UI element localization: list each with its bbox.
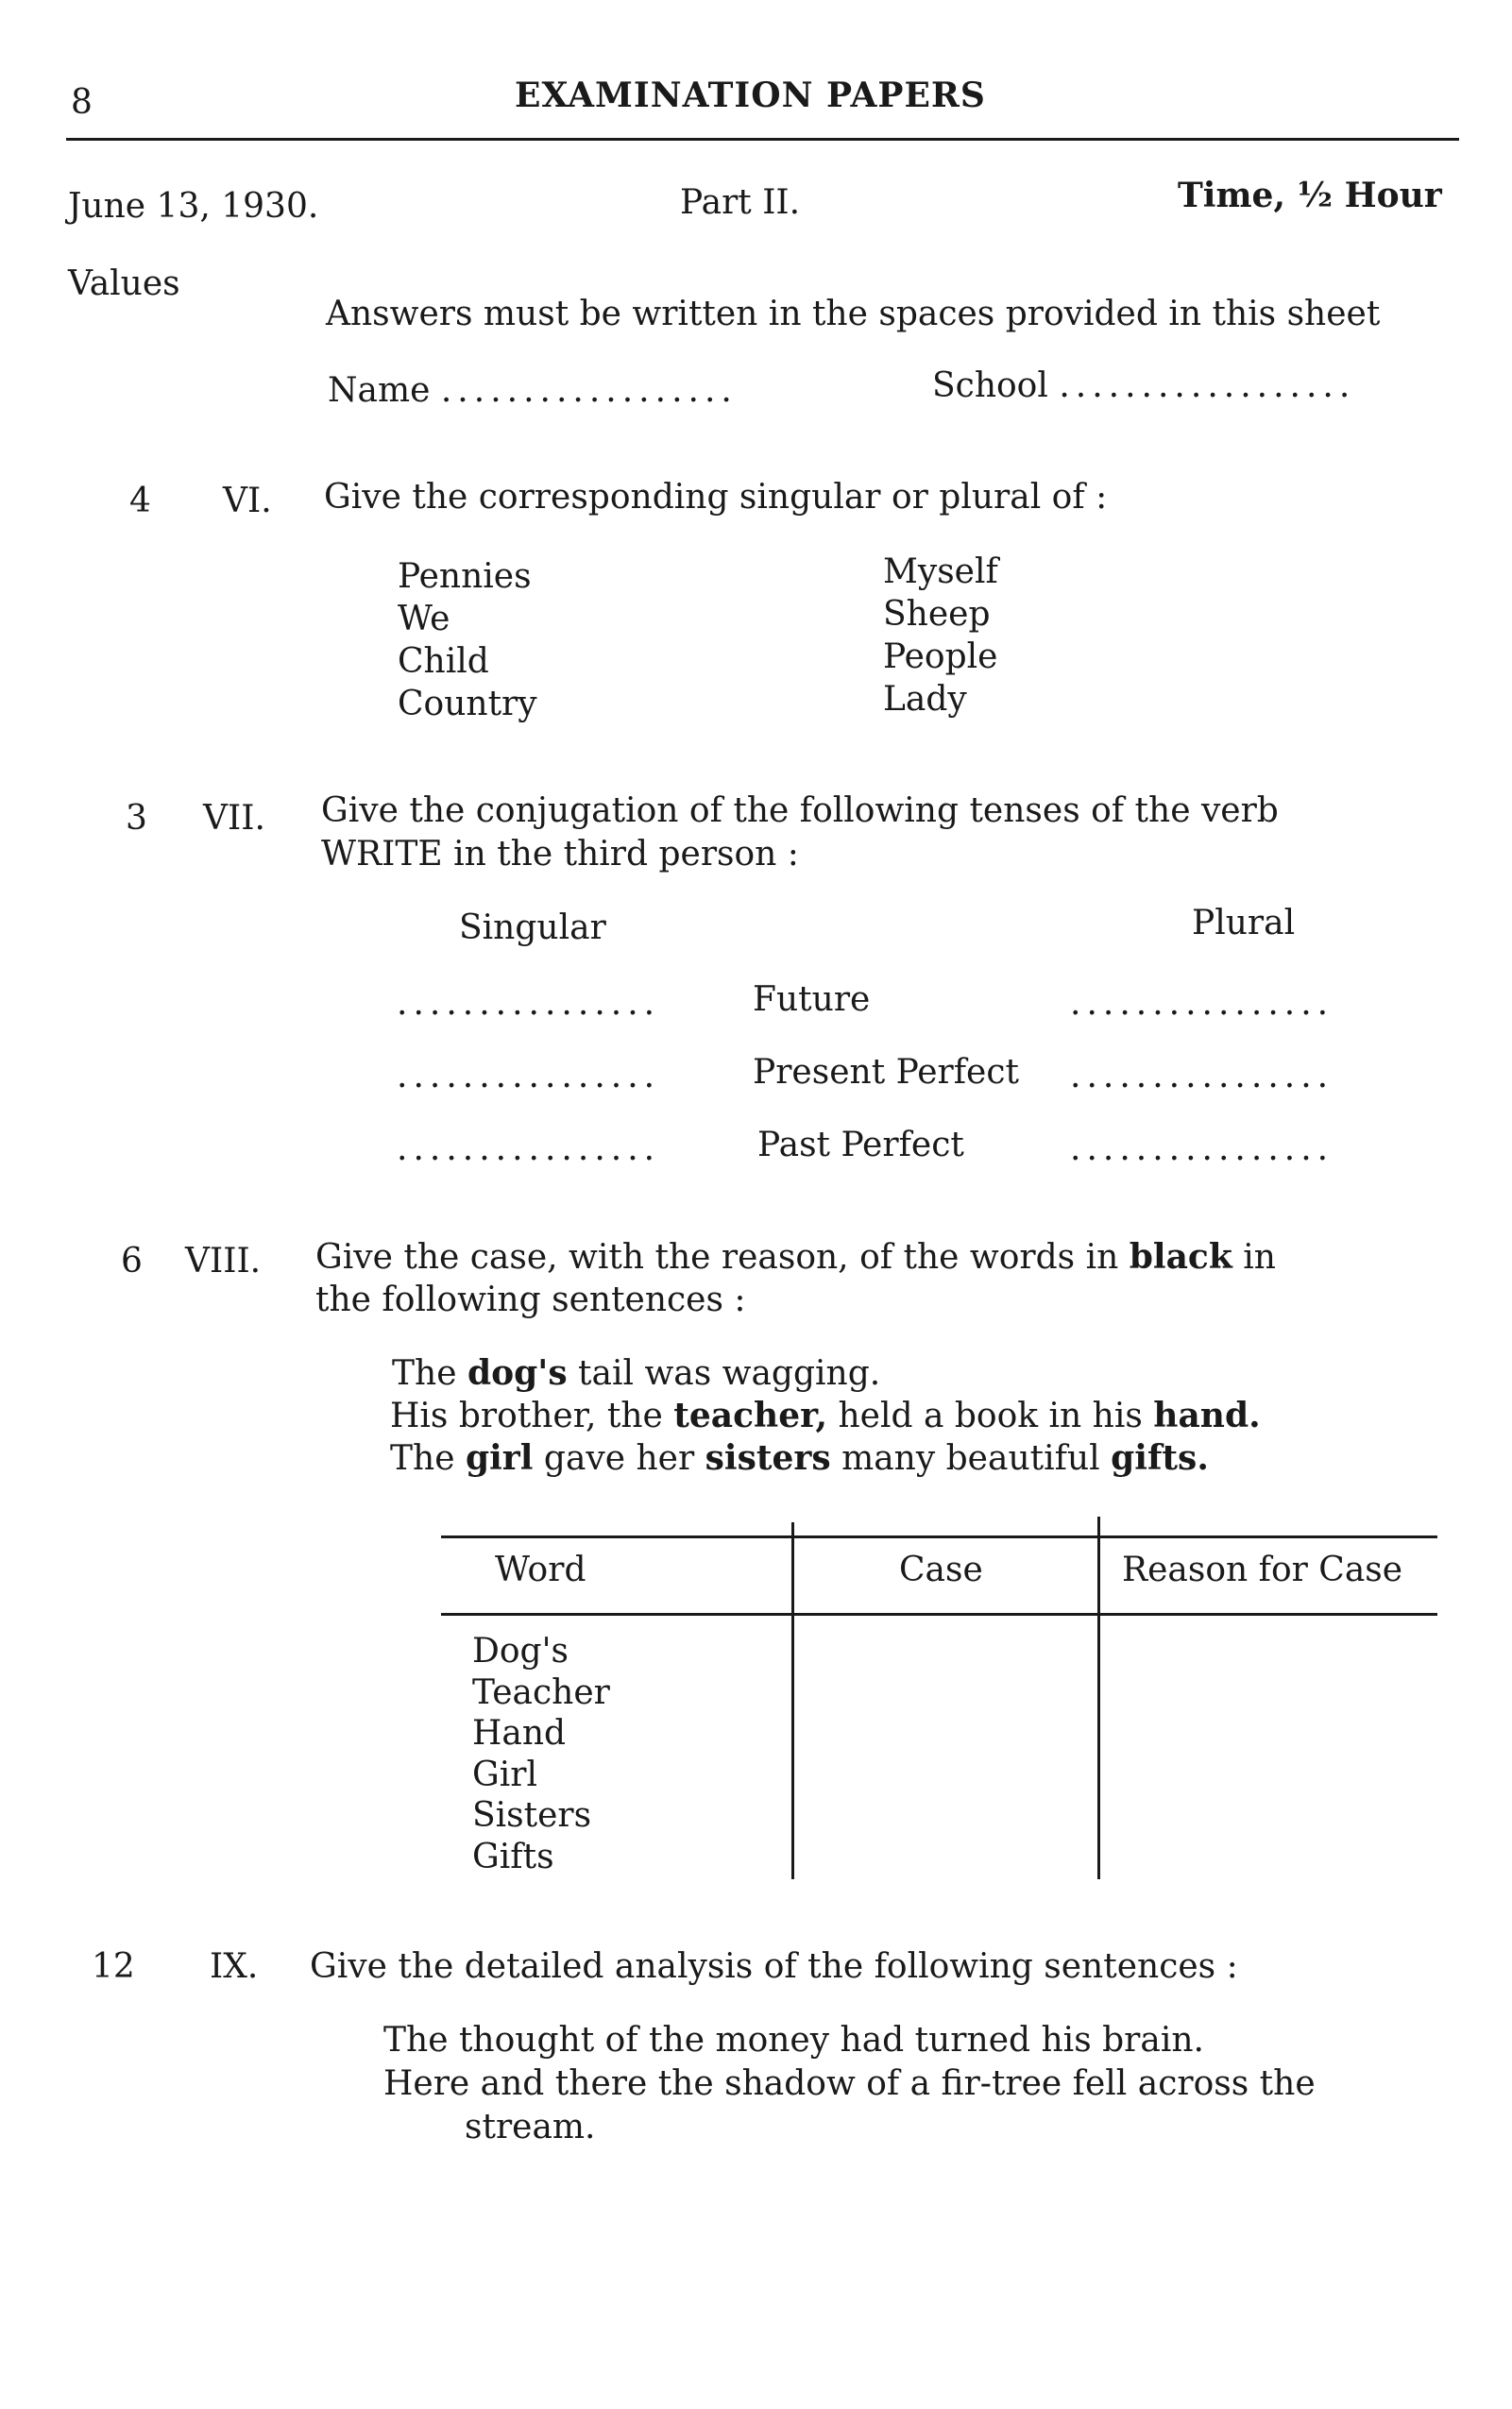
q8-value: 6 [121, 1242, 143, 1281]
future-singular-blank: ................ [397, 984, 661, 1023]
q9-sentence-1: The thought of the money had turned his brain. [383, 2021, 1204, 2060]
exam-time: Time, ½ Hour [1178, 176, 1442, 215]
answers-note: Answers must be written in the spaces provided in this sheet [326, 295, 1381, 333]
list-item: We [398, 600, 450, 638]
table-row: Gifts [472, 1837, 554, 1876]
q7-number: VII. [203, 799, 265, 838]
school-label: School [932, 366, 1048, 405]
q8-number: VIII. [185, 1242, 262, 1281]
table-row: Teacher [472, 1672, 610, 1712]
past-perfect-singular-blank: ................ [397, 1129, 661, 1168]
table-header-rule [441, 1613, 1437, 1616]
tense-future: Future [753, 980, 871, 1019]
q9-prompt: Give the detailed analysis of the following sentences : [310, 1947, 1238, 1986]
q7-prompt-line1: Give the conjugation of the following tenses of the verb [321, 791, 1279, 830]
exam-date: June 13, 1930. [68, 187, 319, 226]
q9-sentence-2-line1: Here and there the shadow of a fir-tree fell across the [383, 2064, 1316, 2103]
q8-sentence-1: The dog's tail was wagging. [392, 1353, 881, 1393]
table-row: Sisters [472, 1796, 592, 1835]
list-item: Country [398, 685, 537, 723]
table-divider-1 [791, 1522, 794, 1879]
q9-number: IX. [210, 1947, 259, 1986]
q6-number: VI. [223, 482, 272, 520]
table-header-word: Word [495, 1551, 586, 1589]
q8-prompt-line2: the following sentences : [315, 1281, 746, 1319]
table-word-column [472, 1631, 610, 1877]
table-row: Girl [472, 1755, 537, 1794]
page-number: 8 [71, 83, 93, 122]
q9-value: 12 [92, 1947, 135, 1986]
table-header-reason: Reason for Case [1122, 1551, 1403, 1589]
header-rule [66, 138, 1459, 141]
name-line [328, 371, 738, 410]
list-item: Sheep [883, 595, 991, 634]
table-row: Hand [472, 1714, 567, 1753]
name-dots: .................. [440, 371, 738, 410]
q6-list-left [398, 555, 537, 725]
list-item: Child [398, 642, 489, 681]
exam-part: Part II. [680, 183, 801, 222]
past-perfect-plural-blank: ................ [1070, 1129, 1334, 1168]
plural-label: Plural [1192, 904, 1296, 942]
running-title: EXAMINATION PAPERS [515, 76, 986, 115]
future-plural-blank: ................ [1070, 984, 1334, 1023]
q9-sentence-2-line2: stream. [465, 2108, 596, 2146]
name-label: Name [328, 371, 431, 410]
table-row: Dog's [472, 1632, 569, 1671]
school-line [932, 366, 1355, 405]
table-header-case: Case [899, 1551, 983, 1589]
q6-value: 4 [129, 482, 151, 520]
list-item: Lady [883, 680, 967, 719]
tense-present-perfect: Present Perfect [753, 1053, 1019, 1092]
q6-prompt: Give the corresponding singular or plural of : [324, 478, 1108, 517]
table-top-rule [441, 1535, 1437, 1538]
list-item: Myself [883, 552, 998, 591]
table-divider-2 [1097, 1517, 1100, 1879]
present-perfect-singular-blank: ................ [397, 1057, 661, 1095]
q7-prompt-line2: WRITE in the third person : [321, 835, 799, 874]
values-label: Values [68, 264, 180, 303]
school-dots: .................. [1059, 366, 1356, 405]
q8-prompt-line1: Give the case, with the reason, of the words in black in [315, 1237, 1276, 1277]
q8-sentence-3: The girl gave her sisters many beautiful gifts. [390, 1438, 1209, 1478]
tense-past-perfect: Past Perfect [757, 1126, 964, 1164]
present-perfect-plural-blank: ................ [1070, 1057, 1334, 1095]
list-item: People [883, 637, 998, 676]
singular-label: Singular [459, 908, 606, 947]
list-item: Pennies [398, 557, 532, 596]
q7-value: 3 [126, 799, 147, 838]
q8-sentence-2: His brother, the teacher, held a book in his hand. [390, 1396, 1261, 1435]
q6-list-right [883, 551, 998, 721]
